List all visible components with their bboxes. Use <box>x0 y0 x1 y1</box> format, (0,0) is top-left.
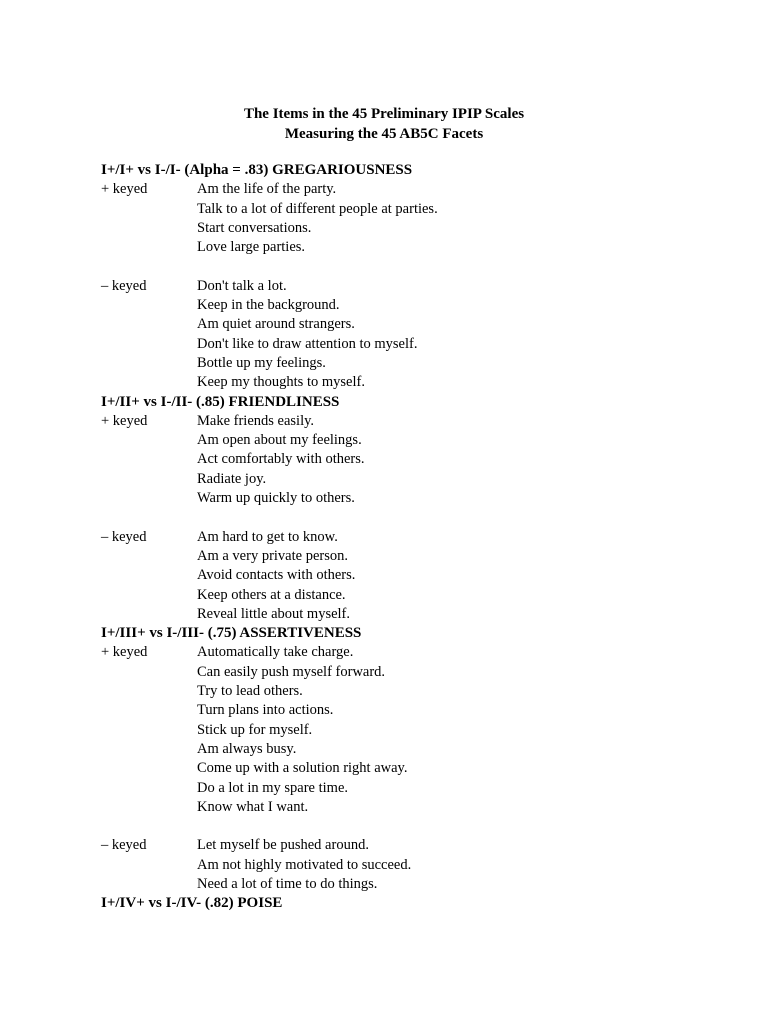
scale-heading: I+/III+ vs I-/III- (.75) ASSERTIVENESS <box>101 625 362 642</box>
item-row <box>101 277 741 296</box>
item-text: Automatically take charge. <box>197 644 354 661</box>
item-row <box>101 856 741 875</box>
scale-heading: I+/I+ vs I-/I- (Alpha = .83) GREGARIOUSNESS <box>101 162 413 178</box>
item-text: Stick up for myself. <box>197 721 313 738</box>
item-row <box>101 373 741 392</box>
plus-keyed-label: + keyed <box>101 181 148 198</box>
item-row <box>101 315 741 334</box>
scale-heading: I+/IV+ vs I-/IV- (.82) POISE <box>101 895 283 912</box>
item-text: Am open about my feelings. <box>197 432 362 449</box>
title-line-2: Measuring the 45 AB5C Facets <box>284 126 484 142</box>
item-row <box>101 836 741 855</box>
item-text: Love large parties. <box>197 239 306 256</box>
item-text: Start conversations. <box>197 219 312 236</box>
item-text: Don't like to draw attention to myself. <box>197 335 418 352</box>
item-row <box>101 663 741 682</box>
item-row <box>101 470 741 489</box>
item-row <box>101 450 741 469</box>
item-row <box>101 296 741 315</box>
spacer <box>101 817 741 836</box>
plus-keyed-label: + keyed <box>101 412 148 429</box>
item-row <box>101 200 741 219</box>
item-text: Do a lot in my spare time. <box>197 779 349 796</box>
item-text: Turn plans into actions. <box>197 702 334 719</box>
scale-heading: I+/II+ vs I-/II- (.85) FRIENDLINESS <box>101 393 340 410</box>
scale-section <box>101 894 741 913</box>
item-row <box>101 180 741 199</box>
item-row <box>101 875 741 894</box>
minus-keyed-label: – keyed <box>101 528 147 545</box>
item-text: Am a very private person. <box>197 547 348 564</box>
spacer <box>101 257 741 276</box>
scale-section <box>101 393 741 625</box>
item-text: Radiate joy. <box>197 470 267 487</box>
item-row <box>101 740 741 759</box>
item-text: Act comfortably with others. <box>197 451 365 468</box>
item-row <box>101 643 741 662</box>
item-row <box>101 219 741 238</box>
item-row <box>101 489 741 508</box>
scale-list <box>101 161 741 914</box>
item-row <box>101 335 741 354</box>
item-row <box>101 566 741 585</box>
item-text: Talk to a lot of different people at parties. <box>197 200 438 217</box>
item-text: Can easily push myself forward. <box>197 663 386 680</box>
item-row <box>101 605 741 624</box>
item-row <box>101 779 741 798</box>
item-row <box>101 701 741 720</box>
minus-keyed-label: – keyed <box>101 837 147 854</box>
item-text: Am hard to get to know. <box>197 528 338 545</box>
item-row <box>101 586 741 605</box>
minus-keyed-label: – keyed <box>101 277 147 294</box>
plus-keyed-label: + keyed <box>101 644 148 661</box>
item-row <box>101 412 741 431</box>
item-row <box>101 354 741 373</box>
item-text: Let myself be pushed around. <box>197 837 369 854</box>
item-text: Make friends easily. <box>197 412 315 429</box>
item-text: Come up with a solution right away. <box>197 760 408 777</box>
item-text: Know what I want. <box>197 798 309 815</box>
item-text: Am the life of the party. <box>197 181 337 198</box>
item-text: Need a lot of time to do things. <box>197 875 378 892</box>
title-line-1: The Items in the 45 Preliminary IPIP Scales <box>243 106 525 122</box>
item-text: Bottle up my feelings. <box>197 354 326 371</box>
scale-section <box>101 624 741 894</box>
item-row <box>101 721 741 740</box>
item-row <box>101 238 741 257</box>
item-text: Warm up quickly to others. <box>197 490 355 507</box>
item-text: Avoid contacts with others. <box>197 567 356 584</box>
item-text: Am quiet around strangers. <box>197 316 355 333</box>
item-row <box>101 528 741 547</box>
document-title <box>0 104 768 144</box>
scale-section <box>101 161 741 393</box>
item-text: Keep others at a distance. <box>197 586 346 603</box>
item-text: Reveal little about myself. <box>197 605 351 622</box>
item-row <box>101 431 741 450</box>
item-text: Am always busy. <box>197 740 297 757</box>
item-text: Keep my thoughts to myself. <box>197 374 365 391</box>
item-row <box>101 759 741 778</box>
item-row <box>101 798 741 817</box>
spacer <box>101 508 741 527</box>
item-text: Keep in the background. <box>197 297 340 314</box>
item-text: Am not highly motivated to succeed. <box>197 856 412 873</box>
item-row <box>101 547 741 566</box>
item-row <box>101 682 741 701</box>
item-text: Don't talk a lot. <box>197 277 287 294</box>
item-text: Try to lead others. <box>197 683 303 700</box>
